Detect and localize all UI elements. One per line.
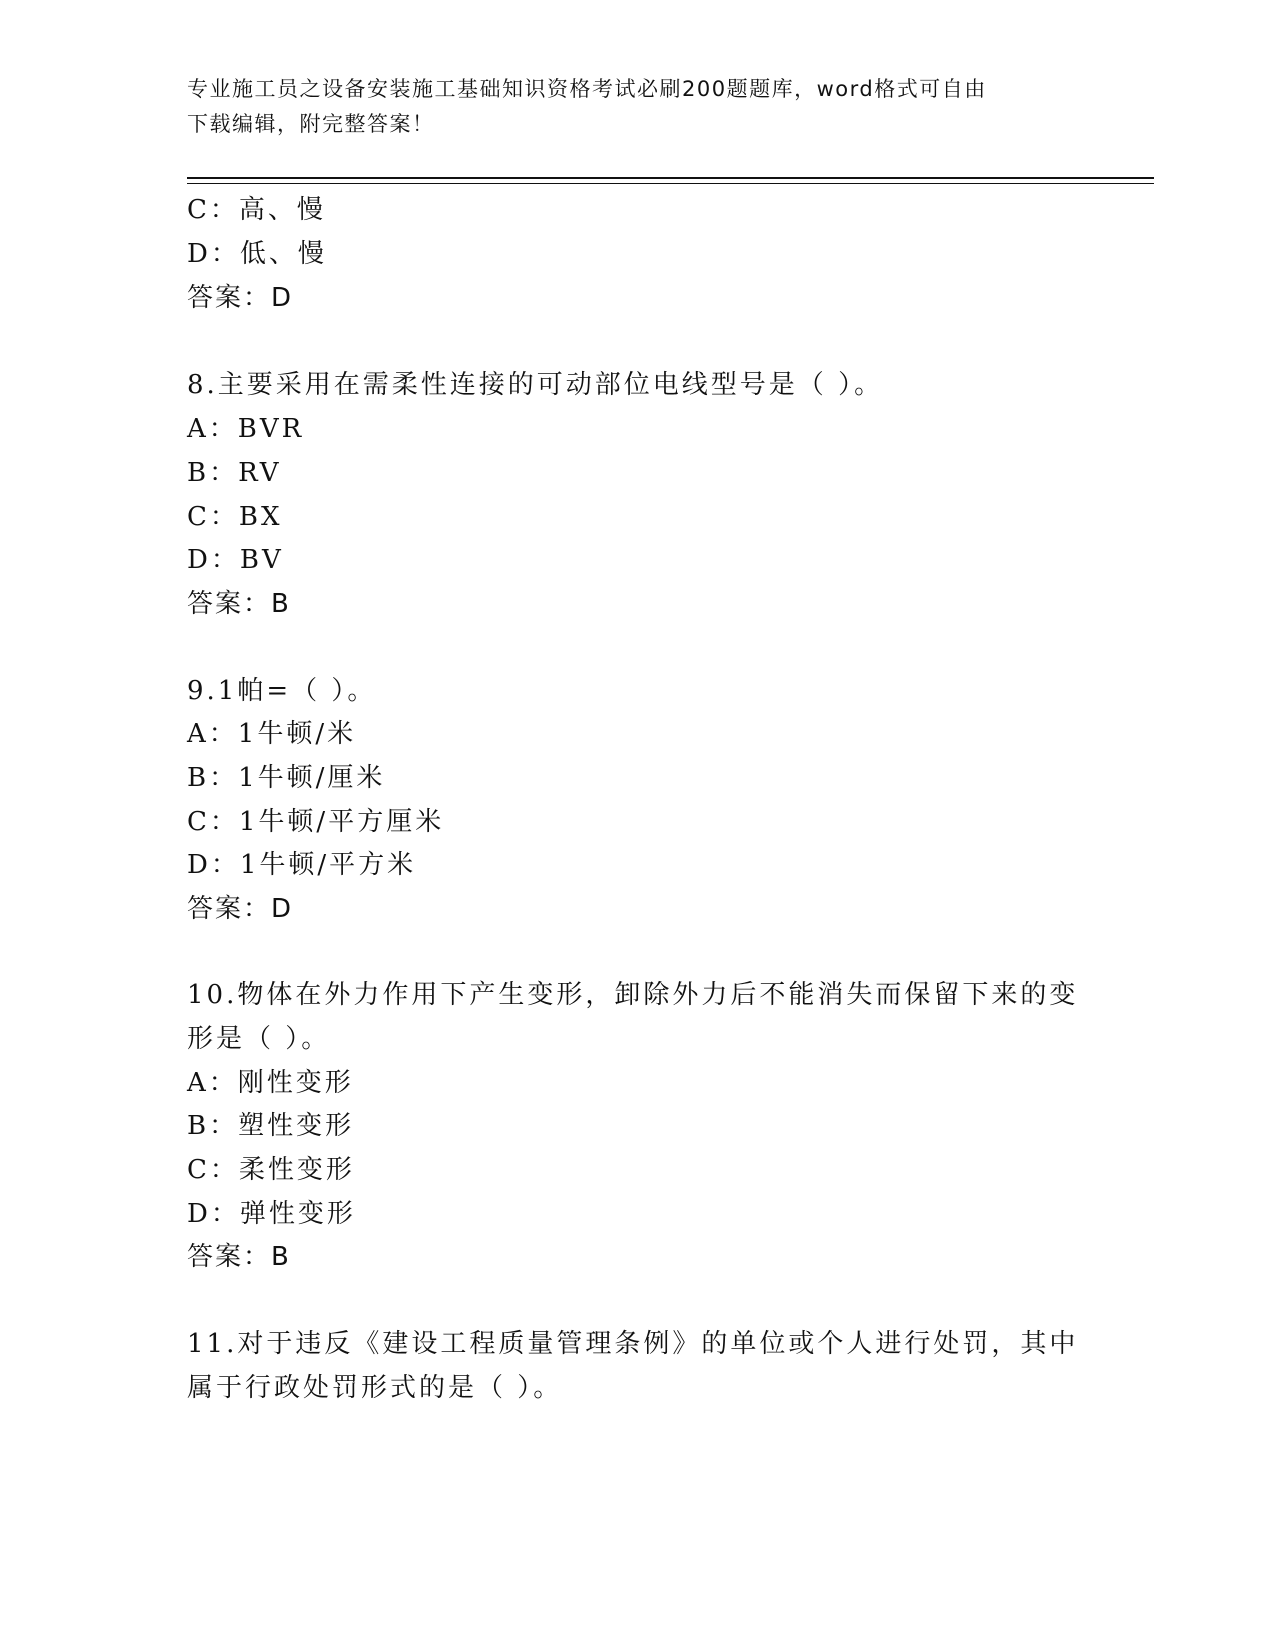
q11-stem-line-2: 属于行政处罚形式的是（ ）。 bbox=[187, 1373, 563, 1403]
q8-option-d: D：BV bbox=[187, 545, 284, 575]
q9-stem: 9.1帕=（ ）。 bbox=[187, 676, 377, 706]
q7-option-d: D：低、慢 bbox=[187, 239, 327, 269]
q8-option-a: A：BVR bbox=[187, 414, 305, 444]
q10-answer: 答案：B bbox=[187, 1242, 291, 1272]
q8-stem: 8.主要采用在需柔性连接的可动部位电线型号是（ ）。 bbox=[187, 370, 884, 400]
q7-answer: 答案：D bbox=[187, 283, 294, 313]
q8-option-b: B：RV bbox=[187, 458, 282, 488]
q8-answer: 答案：B bbox=[187, 589, 291, 619]
q9-option-d: D：1牛顿/平方米 bbox=[187, 850, 417, 880]
q10-stem-line-1: 10.物体在外力作用下产生变形，卸除外力后不能消失而保留下来的变 bbox=[187, 980, 1079, 1010]
header-line-1: 专业施工员之设备安装施工基础知识资格考试必刷200题题库，word格式可自由 bbox=[187, 77, 987, 101]
q10-option-c: C：柔性变形 bbox=[187, 1155, 355, 1185]
q9-answer: 答案：D bbox=[187, 894, 294, 924]
q10-option-b: B：塑性变形 bbox=[187, 1111, 355, 1141]
q7-option-c: C：高、慢 bbox=[187, 195, 326, 225]
document-header bbox=[187, 72, 1087, 142]
q10-option-a: A：刚性变形 bbox=[187, 1068, 354, 1098]
q10-option-d: D：弹性变形 bbox=[187, 1199, 356, 1229]
q11-stem-line-1: 11.对于违反《建设工程质量管理条例》的单位或个人进行处罚，其中 bbox=[187, 1329, 1079, 1359]
q10-stem-line-2: 形是（ ）。 bbox=[187, 1024, 331, 1054]
header-divider-thin bbox=[187, 183, 1154, 184]
header-line-2: 下载编辑，附完整答案！ bbox=[187, 112, 435, 136]
q9-option-b: B：1牛顿/厘米 bbox=[187, 763, 386, 793]
q9-option-a: A：1牛顿/米 bbox=[187, 719, 357, 749]
header-divider-thick bbox=[187, 177, 1154, 179]
q9-option-c: C：1牛顿/平方厘米 bbox=[187, 807, 445, 837]
q8-option-c: C：BX bbox=[187, 502, 283, 532]
